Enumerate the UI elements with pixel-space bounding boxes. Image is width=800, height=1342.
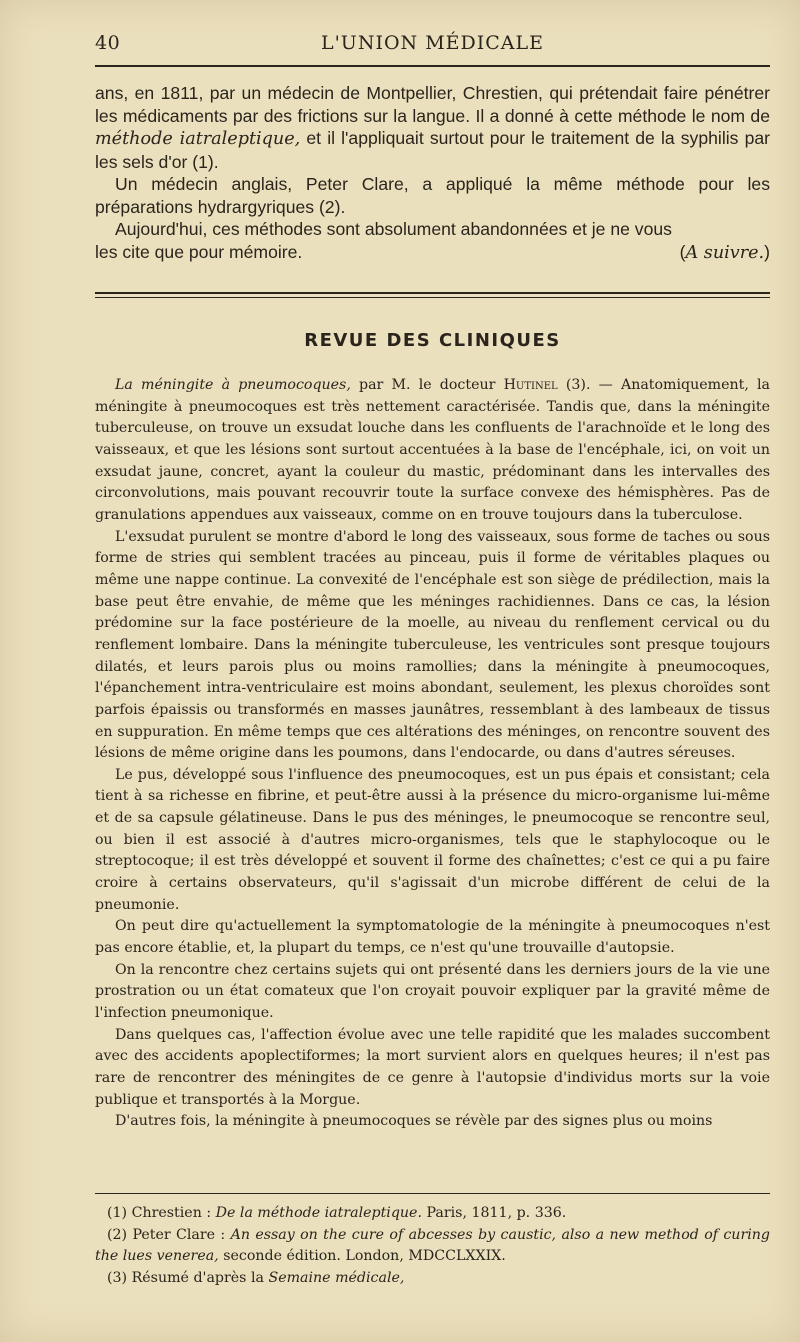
cited-title: An essay on the cure of abcesses by caustic, also a new method of curing the lues venerea, <box>95 1226 770 1265</box>
cited-title: Semaine médicale, <box>268 1269 405 1286</box>
text-run: (3) Résumé d'après la <box>107 1269 269 1286</box>
text-run: Aujourd'hui, ces méthodes sont absolument abandonnées et je ne vous <box>115 219 672 239</box>
cited-title: De la méthode iatraleptique. <box>215 1205 422 1221</box>
paragraph <box>95 82 770 173</box>
page-header <box>95 32 770 58</box>
paragraph: Un médecin anglais, Peter Clare, a appliqué la même méthode pour les préparations hydrargyriques (2). <box>95 174 770 217</box>
text-run: Paris, 1811, p. 336. <box>421 1205 567 1221</box>
section-title: REVUE DES CLINIQUES <box>304 330 561 351</box>
text-run: (1) Chrestien : <box>107 1205 216 1221</box>
text-run: par M. le docteur <box>350 377 504 393</box>
footnote-1 <box>95 1203 770 1225</box>
footnote-rule <box>95 1193 770 1194</box>
paragraph: Dans quelques cas, l'affection évolue avec une telle rapidité que les malades succombent avec des accidents apoplectiformes; la mort survient alors en quelques heures; il n'est pas rare de rencontrer des méningites de ce genre à l'autopsie d'individus morts sur la voie publique et transportés à la Morgue. <box>95 1026 770 1108</box>
paragraph <box>95 375 770 527</box>
paragraph: Le pus, développé sous l'influence des pneumocoques, est un pus épais et consistant; cela tient à sa richesse en fibrine, et peut-être aussi à la présence du micro-organisme lui-même et de sa capsule gélatineuse. Dans le pus des méninges, le pneumocoque se rencontre seul, ou bien il est associé à d'autres micro-organismes, tels que le staphylocoque ou le streptocoque; il est très développé et souvent il forme des chaînettes; c'est ce qui a pu faire croire à certains observateurs, qu'il s'agissait d'un microbe différent de celui de la pneumonie. <box>95 766 770 913</box>
footnote-3 <box>95 1268 770 1290</box>
running-title: L'UNION MÉDICALE <box>320 32 545 54</box>
italic-term: méthode iatraleptique, <box>95 129 301 149</box>
author-name: Hutinel <box>503 377 558 393</box>
paragraph: On peut dire qu'actuellement la symptomatologie de la méningite à pneumocoques n'est pas encore établie, et, la plupart du temps, ce n'est qu'une trouvaille d'autopsie. <box>95 918 770 957</box>
text-run: les cite que pour mémoire. <box>95 241 303 262</box>
paragraph-end-line <box>95 241 770 265</box>
continued-article-text <box>95 82 770 264</box>
paragraph <box>95 218 770 241</box>
footnote-2 <box>95 1225 770 1268</box>
text-run: et il l'appliquait surtout pour le traitement de la syphilis par les sels d'or (1). <box>95 128 770 172</box>
footnotes <box>95 1203 770 1289</box>
section-separator <box>95 292 770 298</box>
paren: ) <box>764 241 770 262</box>
text-run: seconde édition. London, MDCCLXXIX. <box>218 1248 506 1265</box>
paragraph: D'autres fois, la méningite à pneumocoques se révèle par des signes plus ou moins <box>115 1113 713 1130</box>
paren: ( <box>679 241 686 262</box>
text-run: (2) Peter Clare : <box>107 1226 231 1243</box>
page-number: 40 <box>95 32 121 54</box>
to-be-continued-label: A suivre. <box>685 242 765 263</box>
paragraph: On la rencontre chez certains sujets qui ont présenté dans les derniers jours de la vie une prostration ou un état comateux que l'on croyait pouvoir expliquer par la gravité même de l'infection pneumonique. <box>95 961 770 1022</box>
section-body <box>95 375 770 1133</box>
header-rule <box>95 65 770 67</box>
text-run: (3). — Anatomiquement, la méningite à pneumocoques est très nettement caractérisée. Tandis que, dans la méningite tuberculeuse, on trouve un exsudat louche dans les confluents de l'arachnoïde et le long des vaisseaux, et que les lésions sont surtout accentuées à la base de l'encéphale, ici, on voit un exsudat jaune, concret, ayant la couleur du mastic, prédominant dans les intervalles des circonvolutions, mais pouvant recouvrir toute la surface convexe des hémisphères. Pas de granulations appendues aux vaisseaux, comme on en trouve toujours dans la tuberculose. <box>95 377 771 523</box>
article-title: La méningite à pneumocoques, <box>115 377 351 393</box>
to-be-continued <box>680 241 770 265</box>
text-run: ans, en 1811, par un médecin de Montpellier, Chrestien, qui prétendait faire pénétrer les médicaments par des frictions sur la langue. Il a donné à cette méthode le nom de <box>95 83 770 126</box>
paragraph: L'exsudat purulent se montre d'abord le long des vaisseaux, sous forme de taches ou sous forme de stries qui semblent tracées au pinceau, puis il forme de véritables plaques ou même une nappe continue. La convexité de l'encéphale est son siège de prédilection, mais la base peut être envahie, de même que les méninges rachidiennes. Dans ce cas, la lésion prédomine sur la face postérieure de la moelle, au niveau du renflement cervical ou du renflement lombaire. Dans la méningite tuberculeuse, les ventricules sont presque toujours dilatés, et leurs parois plus ou moins ramollies; dans la méningite à pneumocoques, l'épanchement intra-ventriculaire est moins abondant, seulement, les plexus choroïdes sont parfois épaissis ou transformés en masses jaunâtres, ressemblant à des lambeaux de tissus en suppuration. En même temps que ces altérations des méninges, on rencontre souvent des lésions de même origine dans les poumons, dans l'endocarde, ou dans d'autres séreuses. <box>95 528 770 762</box>
